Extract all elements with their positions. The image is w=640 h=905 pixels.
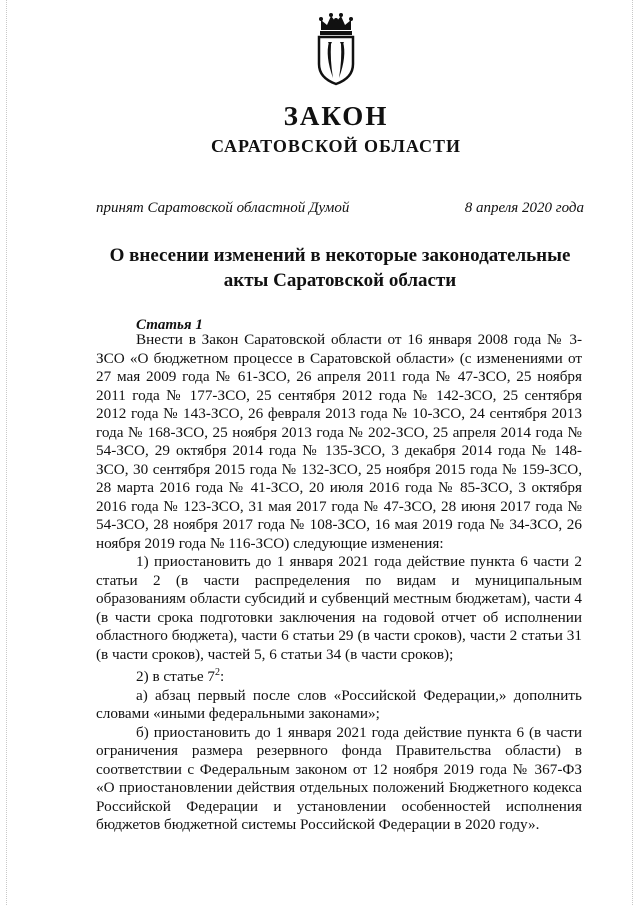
paragraph-item-2: [96, 664, 582, 687]
adopted-by: принят Саратовской областной Думой: [96, 200, 350, 216]
item-2-text: 2) в статье 7: [136, 668, 216, 686]
paragraph-item-1: 1) приостановить до 1 января 2021 года действие пункта 6 части 2 статьи 2 (в части распределения по видам и муниципальным образованиям области субсидий и субвенций местным бюджетам), части 4 (в части срока подготовки заключения на годовой отчет об исполнении областного бюджета), части 6 статьи 29 (в части сроков), части 2 статьи 31 (в части сроков), частей 5, 6 статьи 34 (в части сроков);: [96, 553, 582, 663]
adopted-date: 8 апреля 2020 года: [464, 200, 584, 216]
item-2-colon: :: [220, 668, 225, 686]
law-heading: О внесении изменений в некоторые законодательные акты Саратовской области: [109, 245, 571, 291]
law-subtitle: САРАТОВСКОЙ ОБЛАСТИ: [210, 136, 462, 156]
paragraph-item-2a: а) абзац первый после слов «Российской Федерации,» дополнить словами «иными федеральными законами»;: [96, 686, 582, 723]
item-2-superscript: 2: [215, 667, 221, 678]
law-title: ЗАКОН: [283, 101, 389, 131]
paragraph-intro: Внести в Закон Саратовской области от 16 января 2008 года № 3-ЗСО «О бюджетном процессе в Саратовской области» (с изменениями от 27 мая 2009 года № 61-ЗСО, 26 апреля 2011 года № 47-ЗСО, 25 ноября 2011 года № 177-ЗСО, 25 сентября 2012 года № 142-ЗСО, 25 сентября 2012 года № 143-ЗСО, 26 февраля 2013 года № 10-ЗСО, 24 сентября 2013 года № 168-ЗСО, 25 ноября 2013 года № 202-ЗСО, 25 апреля 2014 года № 54-ЗСО, 29 октября 2014 года № 135-ЗСО, 3 декабря 2014 года № 148-ЗСО, 30 сентября 2015 года № 132-ЗСО, 25 ноября 2015 года № 159-ЗСО, 28 марта 2016 года № 41-ЗСО, 20 июля 2016 года № 85-ЗСО, 3 октября 2016 года № 123-ЗСО, 31 мая 2017 года № 47-ЗСО, 28 июня 2017 года № 54-ЗСО, 28 ноября 2017 года № 108-ЗСО, 16 мая 2019 года № 34-ЗСО, 26 ноября 2019 года № 116-ЗСО) следующие изменения:: [96, 331, 582, 552]
paragraph-item-2b: б) приостановить до 1 января 2021 года действие пункта 6 (в части ограничения размера резервного фонда Правительства области) в соответствии с Федеральным законом от 12 ноября 2019 года № 367-ФЗ «О приостановлении действия отдельных положений Бюджетного кодекса Российской Федерации и установлении особенностей исполнения бюджетов бюджетной системы Российской Федерации в 2020 году».: [96, 723, 582, 834]
coat-of-arms-icon: [311, 12, 361, 86]
article-body: [96, 331, 582, 835]
article-label: Статья 1: [136, 317, 203, 333]
